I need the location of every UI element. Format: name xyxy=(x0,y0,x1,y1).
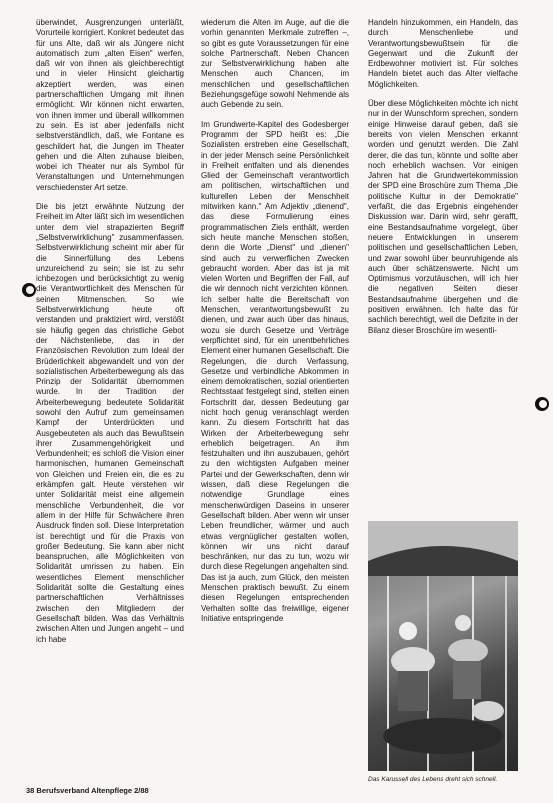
text-column-2 xyxy=(201,18,349,633)
paragraph: Über diese Möglichkeiten möchte ich nicht nur in der Wunschform sprechen, sondern einige Hinweise darauf geben, daß sie bereits von vielen Menschen erkannt worden und genutzt werden. Die Zahl derer, die das tun, könnte und sollte aber noch erheblich wachsen. Vor einigen Jahren hat die Grundwertekommission der SPD eine Broschüre zum Thema „Die politische Kultur in der Demokratie" verfaßt, die das Ergebnis eingehender Diskussion war. Darin wird, sehr gerafft, eine Bestandsaufnahme vorgelegt, über neuere Entwicklungen in unserem politischen und gesellschaftlichen Leben, und zwar sowohl über beunruhigende als auch über schätzenswerte. Nicht um Optimismus vorzutäuschen, will ich hier die negativen Seiten dieser Bestandsaufnahme übergehen und die positiven erwähnen. Ich halte das für sachlich berechtigt, weil die Defizite in der Bilanz dieser Broschüre im wesentli- xyxy=(368,99,518,335)
carousel-illustration xyxy=(368,521,518,771)
paragraph: Handeln hinzukommen, ein Handeln, das durch Menschenliebe und Verantwortungsbewußtsein für die Gegenwart und die Zukunft der Erdbewohner motiviert ist. Für solches Handeln bietet auch das Alter vielfache Möglichkeiten. xyxy=(368,18,518,89)
page-footer: 38 Berufsverband Altenpflege 2/88 xyxy=(26,786,149,795)
text-column-3 xyxy=(368,18,518,345)
paragraph: wiederum die Alten im Auge, auf die die vorhin genannten Merkmale zutreffen –, so gibt es gute Voraussetzungen für eine solche Partnerschaft. Neben Chancen zur Selbstverwirklichung haben alte Menschen auch Chancen, im menschlichen und gesellschaftlichen Beziehungsgefüge sowohl Nehmende als auch Gebende zu sein. xyxy=(201,18,349,110)
paragraph: überwindet, Ausgrenzungen unterläßt, Vorurteile korrigiert. Konkret bedeutet das für uns Alte, daß wir als Jüngere nicht automatisch zum „alten Eisen" werfen, daß wir von ihnen als gleichberechtigt und in vieler Hinsicht gleichartig akzeptiert werden, was einen partnerschaftlichen Umgang mit ihnen ermöglicht. Wir können nicht erwarten, von ihnen immer und überall willkommen zu sein. Es ist aber jedenfalls nicht selbstverständlich, daß, wie Fontane es geschildert hat, die Jungen im Theater gehen und die Alten zuhause bleiben, wobei ich Theater nur als Symbol für Veranstaltungen und Unternehmungen verschiedenster Art setze. xyxy=(36,18,184,192)
carousel-photo xyxy=(368,521,518,771)
paragraph: Die bis jetzt erwähnte Nutzung der Freiheit im Alter läßt sich im wesentlichen unter dem viel strapazierten Begriff „Selbstverwirklichung" zusammenfassen. Selbstverwirklichung scheint mir aber für die Sinnerfüllung des Lebens unzureichend zu sein; sie ist zu sehr ichbezogen und berücksichtigt zu wenig die Verantwortlichkeit des Menschen für seinen Mitmenschen. So wie Selbstverwirklichung heute oft verstanden und praktiziert wird, verstößt sie häufig gegen das christliche Gebot der Nächstenliebe, das in der Französischen Revolution zum Ideal der Brüderlichkeit abgewandelt und von der sozialistischen Arbeiterbewegung als das Prinzip der Solidarität übernommen wurde. In der Tradition der Arbeiterbewegung bedeutete Solidarität sowohl den Aufruf zum gemeinsamen Kampf der Unterdrückten und Ausgebeuteten als auch das Bewußtsein ihrer Zusammengehörigkeit und Verbundenheit; es schloß die Vision einer harmonischen, humanen Gemeinschaft von Gleichen und Freien ein, die es zu erkämpfen galt. Heute verstehen wir unter Solidarität meist eine allgemein menschliche Verbundenheit, die vor allem in der Hilfe für Schwächere ihren Ausdruck finden soll. Diese Interpretation ist berechtigt und für die Praxis von großer Bedeutung. Sie kann aber nicht beanspruchen, alle Möglichkeiten von Solidarität umrissen zu haben. Ein wesentliches Element menschlicher Solidarität sollte die Gestaltung eines partnerschaftlichen Verhältnisses zwischen den Mitgliedern der Gesellschaft bilden. Was das Verhältnis zwischen Alten und Jungen angeht – und ich habe xyxy=(36,202,184,644)
paragraph: Im Grundwerte-Kapitel des Godesberger Programm der SPD heißt es: „Die Sozialisten erstreben eine Gesellschaft, in der jeder Mensch seine Persönlichkeit in Freiheit entfalten und als dienendes Glied der Gemeinschaft verantwortlich am politischen, wirtschaftlichen und kulturellen Leben der Menschheit mitwirken kann." Am Adjektiv „dienend", das diese Formulierung eines programmatischen Ziels enthält, werden sich heute manche Menschen stoßen, denn die Worte „Dienst" und „dienen" sind auch zu verwerflichen Zwecken gebraucht worden. Aber das ist ja mit vielen Worten und Begriffen der Fall, auf die wir dennoch nicht verzichten können. Ich selber halte die Bereitschaft von Menschen, verantwortungsbewußt zu dienen, und zwar auch über das hinaus, wozu sie durch Gesetze und Verträge verpflichtet sind, für ein unentbehrliches Element einer humanen Gesellschaft. Die Regelungen, die durch Verfassung, Gesetze und verbindliche Abkommen in einem demokratischen, sozial orientierten Rechtsstaat festgelegt sind, stellen einen Fortschritt dar, dessen Bedeutung gar nicht hoch genug veranschlagt werden kann. Zu diesem Fortschritt hat das Wirken der Arbeiterbewegung sehr erheblich beigetragen. An ihm festzuhalten und ihn auszubauen, gehört zu den wichtigsten Aufgaben meiner Partei und der Gewerkschaften, denn wir wissen, daß diese Regelungen die notwendige Grundlage eines menschenwürdigen Daseins in unserer Gesellschaft bilden. Aber wenn wir unser Leben freundlicher, wärmer und auch etwas vergnüglicher gestalten wollen, können wir uns nicht darauf beschränken, nur das zu tun, wozu wir durch diese Regelungen angehalten sind. Das ist ja auch, zum Glück, den meisten Menschen praktisch bewußt. Zu einem diesen Regelungen entsprechenden Verhalten sollte das freiwillige, eigener Initiative entspringende xyxy=(201,119,349,623)
punch-hole xyxy=(22,283,36,297)
punch-hole xyxy=(535,397,549,411)
text-column-1 xyxy=(36,18,184,654)
photo-caption: Das Karussell des Lebens dreht sich schnell. xyxy=(368,776,498,783)
